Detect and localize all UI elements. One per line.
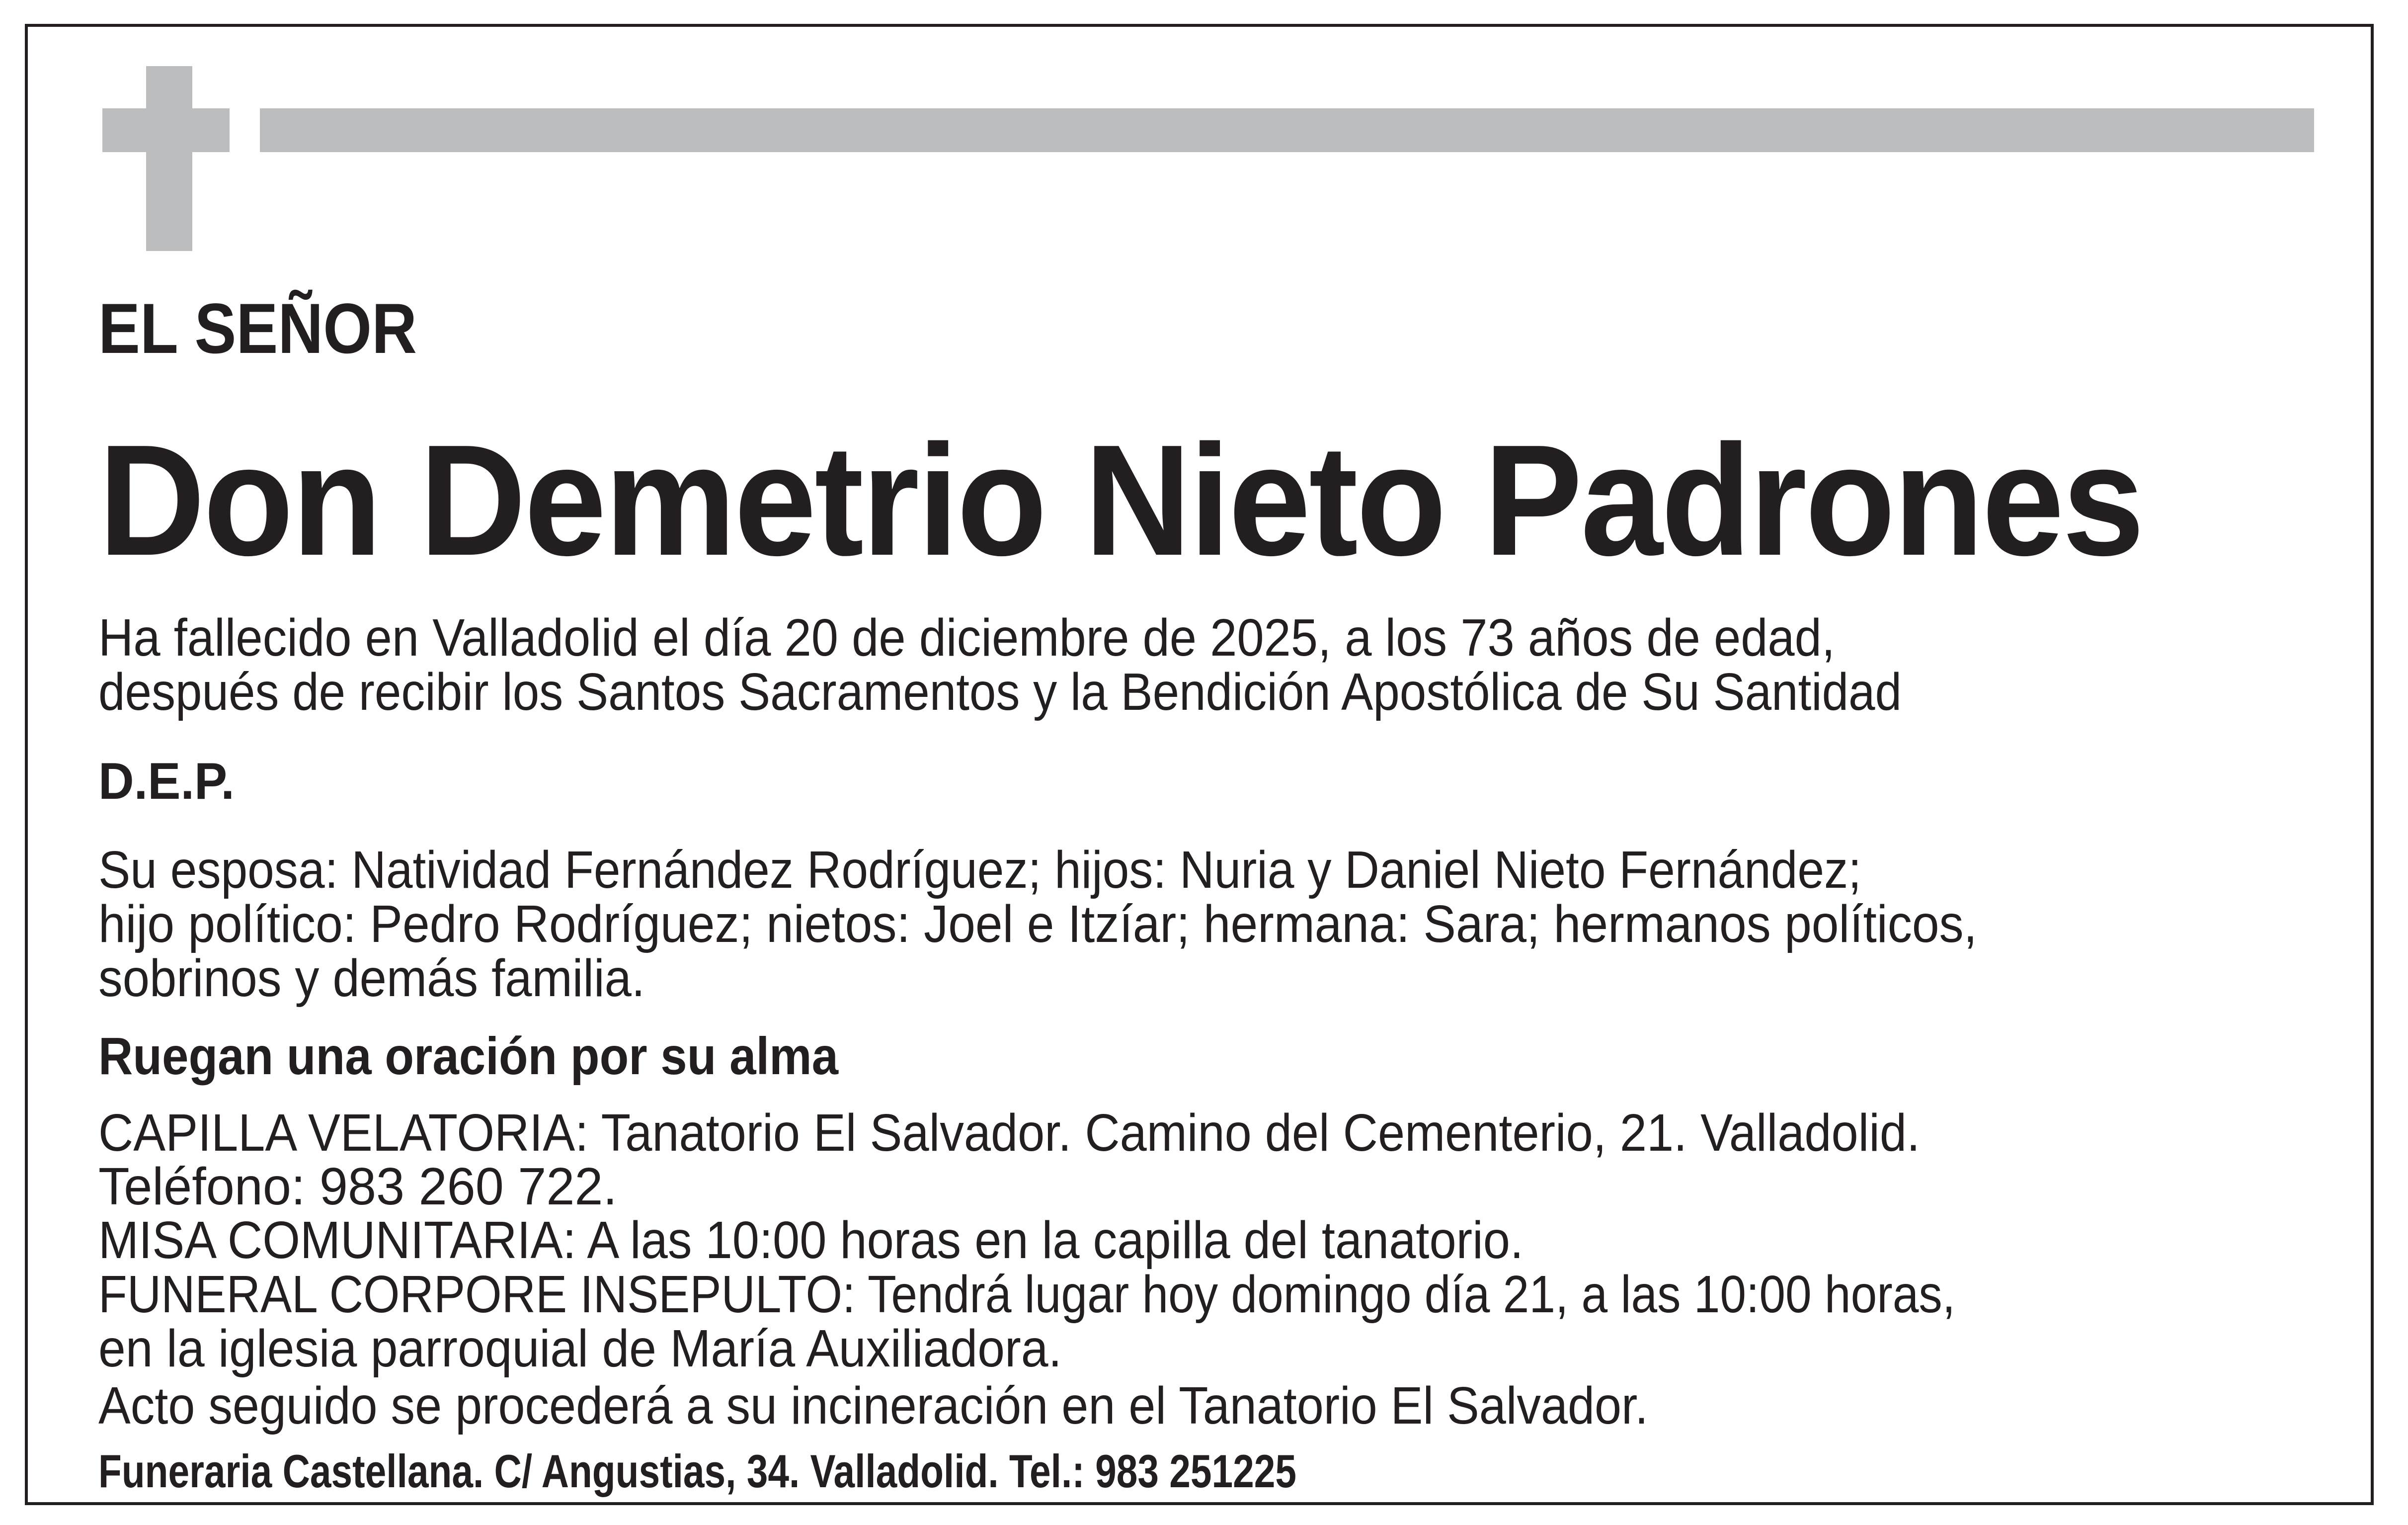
- service-line: MISA COMUNITARIA: A las 10:00 horas en la capilla del tanatorio.: [98, 1211, 1524, 1270]
- honorific: EL SEÑOR: [98, 289, 417, 368]
- service-line: Teléfono: 983 260 722.: [98, 1157, 617, 1216]
- family-line: Su esposa: Natividad Fernández Rodríguez; hijos: Nuria y Daniel Nieto Fernández;: [98, 841, 1861, 899]
- service-line: FUNERAL CORPORE INSEPULTO: Tendrá lugar hoy domingo día 21, a las 10:00 horas,: [98, 1265, 1955, 1324]
- family-line: sobrinos y demás familia.: [98, 949, 645, 1008]
- family-line: hijo político: Pedro Rodríguez; nietos: Joel e Itzíar; hermana: Sara; hermanos políticos,: [98, 895, 1977, 953]
- funeral-home-footer: Funeraria Castellana. C/ Angustias, 34. Valladolid. Tel.: 983 251225: [98, 1445, 1296, 1497]
- death-info-line: Ha fallecido en Valladolid el día 20 de diciembre de 2025, a los 73 años de edad,: [98, 608, 1835, 667]
- header-rule: [260, 108, 2314, 152]
- deceased-name: Don Demetrio Nieto Padrones: [98, 412, 2143, 589]
- service-line: CAPILLA VELATORIA: Tanatorio El Salvador. Camino del Cementerio, 21. Valladolid.: [98, 1103, 1920, 1162]
- death-info-line: después de recibir los Santos Sacramentos y la Bendición Apostólica de Su Santidad: [98, 663, 1902, 721]
- service-line: en la iglesia parroquial de María Auxiliadora.: [98, 1319, 1062, 1378]
- prayer-request: Ruegan una oración por su alma: [98, 1027, 838, 1086]
- rip-label: D.E.P.: [98, 753, 235, 810]
- service-line: Acto seguido se procederá a su incineración en el Tanatorio El Salvador.: [98, 1376, 1648, 1435]
